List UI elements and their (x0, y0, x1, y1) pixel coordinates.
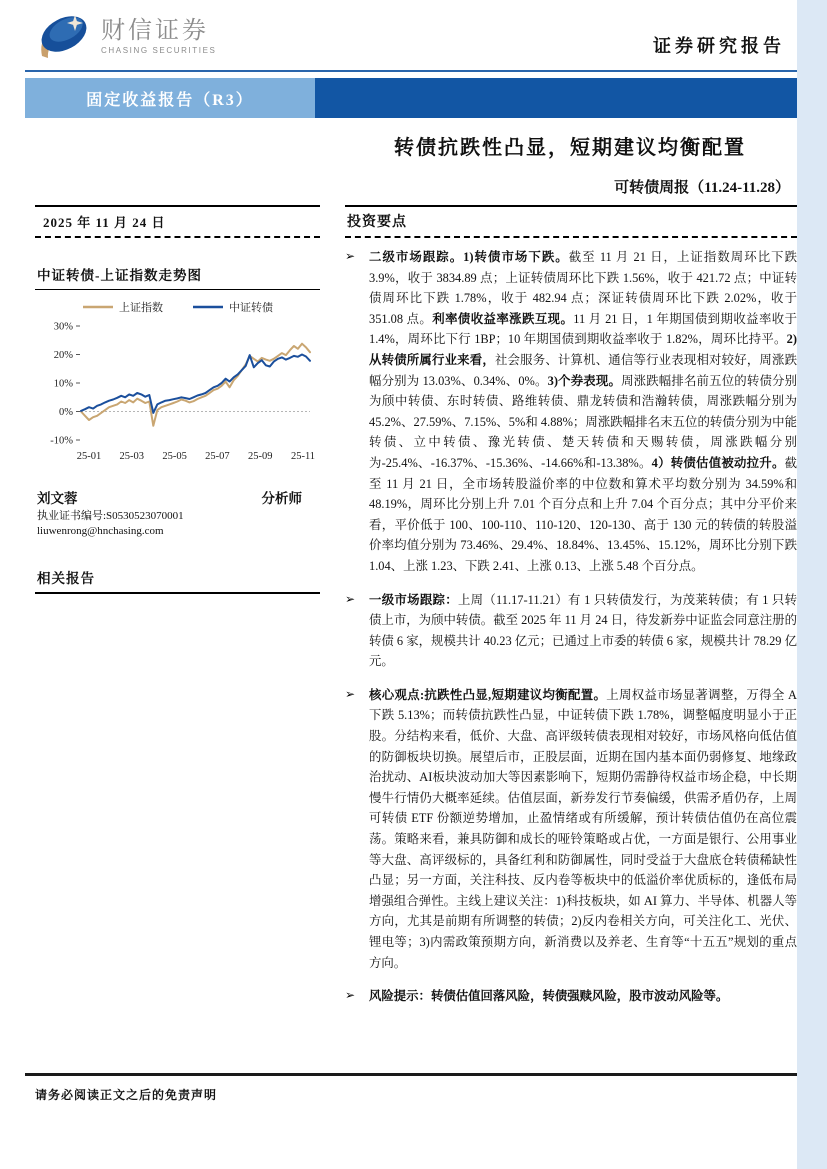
category-banner (25, 78, 797, 118)
svg-text:25-09: 25-09 (247, 451, 273, 462)
bullet-text: 核心观点:抗跌性凸显,短期建议均衡配置。上周权益市场显著调整，万得全 A 下跌 5.13%；而转债抗跌性凸显，中证转债下跌 1.78%，调整幅度明显小于正股。分结构来看，低价、大盘、高评级转债表现相对较好，市场风格向低估值的防御板块切换。展望后市，正股层面，近期在国内基本面仍弱修复、地缘政治扰动、AI板块波动加大等因素影响下，短期仍需静待权益市场企稳，中长期慢牛行情仍大概率延续。估值层面，新券发行节奏偏缓，供需矛盾仍存，上周可转债 ETF 份额逆势增加，止盈情绪或有所缓解，预计转债估值仍在高位震荡。策略来看，兼具防御和成长的哑铃策略或占优，一方面是银行、公用事业等大盘、高评级标的，具备红利和防御属性，同时受益于大盘底仓转债稀缺性凸显；另一方面，关注科技、反内卷等板块中的低溢价率优质标的，逢低布局增强组合弹性。主线上建议关注：1)科技板块，如 AI 算力、半导体、机器人等方向，尤其是前期有所调整的转债；2)反内卷相关方向，可关注化工、光伏、锂电等；3)内需政策预期方向，新消费以及养老、生育等“十五五”规划的重点方向。 (369, 687, 798, 970)
bullet-item (345, 247, 797, 577)
header-divider (25, 70, 797, 72)
svg-text:25-03: 25-03 (119, 451, 145, 462)
analyst-email[interactable]: liuwenrong@hnchasing.com (37, 525, 164, 537)
bullet-text: 二级市场跟踪。1)转债市场下跌。截至 11 月 21 日，上证指数周环比下跌 3.9%，收于 3834.89 点；上证转债周环比下跌 1.56%，收于 421.72 点；中证转债周环比下跌 1.78%，收于 482.94 点；深证转债周环比下跌 2.02%，收于 351.08 点。利率债收益率涨跌互现。11 月 21 日，1 年期国债到期收益率收于 1.4%，周环比下行 1BP；10 年期国债到期收益率收于 1.82%，周环比持平。2)从转债所属行业来看，社会服务、计算机、通信等行业表现相对较好，周涨跌幅分别为 13.03%、0.34%、0%。3)个券表现。周涨跌幅排名前五位的转债分别为颀中转债、东时转债、路维转债、鼎龙转债和浩瀚转债，周涨跌幅分别为 45.2%、27.59%、7.15%、5%和 4.88%；周涨跌幅排名末五位的转债分别为中能转债、立中转债、豫光转债、楚天转债和天赐转债，周涨跌幅分别为-25.4%、-16.37%、-15.36%、-14.66%和-13.38%。4）转债估值被动拉升。截至 11 月 21 日，全市场转股溢价率的中位数和算术平均数分别为 34.59%和 48.19%，周环比分别上升 7.01 个百分点和上升 7.04 个百分点；其中分平价来看，平价低于 100、100-110、110-120、120-130、高于 130 元的转债的转股溢价率均值分别为 73.46%、29.4%、18.84%、13.45%、15.12%，周环比分别下跌 1.04、上涨 1.23、下跌 2.41、上涨 0.13、上涨 5.48 个百分点。 (369, 250, 798, 573)
brand-name-en: CHASING SECURITIES (101, 45, 217, 55)
bullet-item (345, 986, 797, 1007)
svg-text:25-05: 25-05 (162, 451, 187, 462)
svg-text:25-01: 25-01 (76, 451, 102, 462)
bullet-list (345, 238, 797, 1007)
report-date: 2025 年 11 月 24 日 (43, 215, 166, 230)
bullet-arrow-icon: ➢ (345, 686, 356, 701)
report-title: 转债抗跌性凸显，短期建议均衡配置 (394, 137, 746, 159)
date-divider (35, 236, 320, 238)
sidebar (35, 205, 320, 594)
svg-text:-10%: -10% (50, 435, 73, 447)
category-banner-label: 固定收益报告（R3） (25, 78, 315, 118)
bullet-text: 风险提示：转债估值回落风险，转债强赎风险，股市波动风险等。 (369, 989, 729, 1004)
section-header: 投资要点 (347, 215, 407, 230)
related-reports-header: 相关报告 (37, 571, 95, 586)
bullet-item (345, 590, 797, 672)
trend-chart (35, 296, 320, 468)
report-subtitle: 可转债周报（11.24-11.28） (614, 180, 790, 196)
page-edge-strip (797, 0, 827, 1169)
bullet-arrow-icon: ➢ (345, 988, 356, 1003)
bullet-arrow-icon: ➢ (345, 249, 356, 263)
category-banner-fill (315, 78, 797, 118)
bullet-arrow-icon: ➢ (345, 591, 356, 606)
chart-container (35, 290, 320, 473)
analyst-role: 分析师 (261, 491, 302, 506)
analyst-license: 执业证书编号:S0530523070001 (37, 510, 184, 522)
svg-text:0%: 0% (59, 407, 73, 418)
related-reports-rule (35, 592, 320, 594)
bullet-item (345, 685, 797, 973)
svg-text:上证指数: 上证指数 (119, 302, 163, 314)
main-content (345, 205, 797, 1020)
logo-swoosh-icon (35, 10, 93, 62)
brand-name-cn: 财信证券 (101, 16, 209, 44)
svg-text:25-07: 25-07 (205, 451, 230, 462)
svg-text:20%: 20% (53, 350, 73, 361)
footer-disclaimer: 请务必阅读正文之后的免责声明 (35, 1088, 218, 1102)
analyst-name: 刘文蓉 (37, 491, 78, 506)
company-logo (35, 10, 216, 62)
bullet-text: 一级市场跟踪：上周（11.17-11.21）有 1 只转债发行，为茂莱转债；有 1 只转债上市，为颀中转债。截至 2025 年 11 月 24 日，待发新券中证监会同意注册的转债 6 家，规模共计 40.23 亿元；已通过上市委的转债 6 家，规模共计 78.29 亿元。 (369, 592, 798, 669)
svg-text:中证转债: 中证转债 (229, 302, 273, 314)
svg-text:30%: 30% (53, 321, 73, 333)
doc-type-label: 证券研究报告 (653, 36, 785, 56)
svg-text:25-11: 25-11 (290, 451, 316, 462)
chart-title: 中证转债-上证指数走势图 (37, 268, 202, 283)
svg-text:10%: 10% (53, 378, 73, 390)
footer-rule (25, 1073, 797, 1076)
